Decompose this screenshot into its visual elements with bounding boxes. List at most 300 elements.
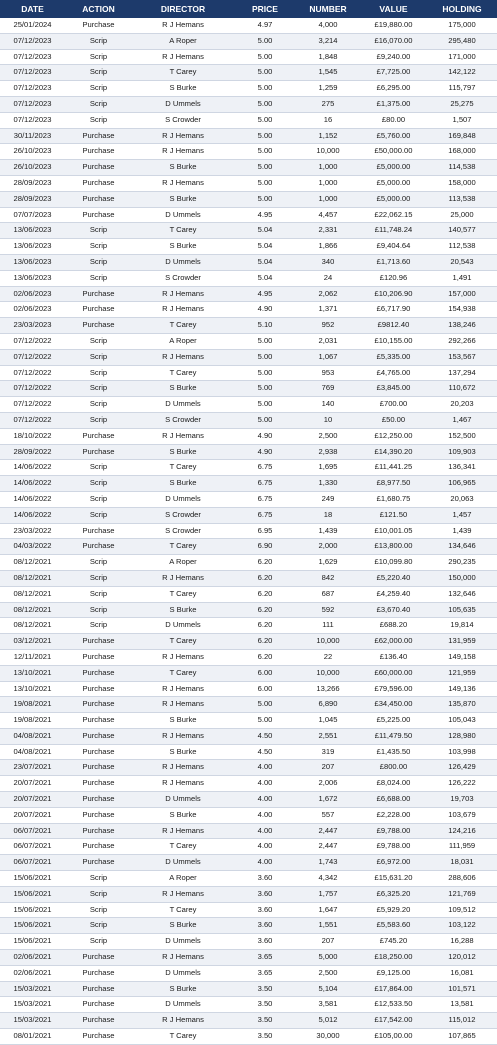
price-cell: 5.00 — [234, 381, 296, 397]
value-cell: £62,000.00 — [360, 634, 427, 650]
holding-cell: 290,235 — [427, 555, 497, 571]
holding-cell: 13,581 — [427, 997, 497, 1013]
director-cell: R J Hemans — [132, 49, 234, 65]
action-cell: Purchase — [65, 634, 132, 650]
value-cell: £5,335.00 — [360, 349, 427, 365]
action-cell: Scrip — [65, 586, 132, 602]
director-cell: R J Hemans — [132, 886, 234, 902]
director-cell: R J Hemans — [132, 649, 234, 665]
table-row — [0, 760, 497, 776]
price-cell: 4.00 — [234, 823, 296, 839]
director-cell: S Burke — [132, 239, 234, 255]
number-cell: 842 — [296, 570, 360, 586]
value-cell: £745.20 — [360, 934, 427, 950]
value-cell: £8,977.50 — [360, 476, 427, 492]
number-cell: 1,695 — [296, 460, 360, 476]
date-cell: 14/06/2022 — [0, 460, 65, 476]
number-cell: 2,551 — [296, 728, 360, 744]
holding-cell: 175,000 — [427, 18, 497, 33]
director-cell: R J Hemans — [132, 823, 234, 839]
value-cell: £120.96 — [360, 270, 427, 286]
price-cell: 4.90 — [234, 428, 296, 444]
date-cell: 28/09/2023 — [0, 176, 65, 192]
header-value[interactable]: VALUE — [360, 0, 427, 18]
table-row — [0, 570, 497, 586]
action-cell: Scrip — [65, 333, 132, 349]
action-cell: Purchase — [65, 176, 132, 192]
number-cell: 10 — [296, 412, 360, 428]
number-cell: 4,342 — [296, 871, 360, 887]
action-cell: Purchase — [65, 1029, 132, 1045]
action-cell: Purchase — [65, 160, 132, 176]
action-cell: Purchase — [65, 728, 132, 744]
action-cell: Scrip — [65, 476, 132, 492]
price-cell: 5.00 — [234, 191, 296, 207]
action-cell: Scrip — [65, 270, 132, 286]
director-cell: S Burke — [132, 476, 234, 492]
price-cell: 5.00 — [234, 144, 296, 160]
date-cell: 07/12/2023 — [0, 97, 65, 113]
holding-cell: 110,672 — [427, 381, 497, 397]
table-row — [0, 81, 497, 97]
number-cell: 340 — [296, 254, 360, 270]
date-cell: 08/12/2021 — [0, 586, 65, 602]
price-cell: 6.20 — [234, 602, 296, 618]
director-cell: D Ummels — [132, 855, 234, 871]
director-cell: R J Hemans — [132, 776, 234, 792]
action-cell: Purchase — [65, 776, 132, 792]
date-cell: 07/12/2022 — [0, 412, 65, 428]
date-cell: 04/08/2021 — [0, 728, 65, 744]
director-cell: A Roper — [132, 871, 234, 887]
holding-cell: 1,439 — [427, 523, 497, 539]
table-row — [0, 602, 497, 618]
date-cell: 07/12/2022 — [0, 365, 65, 381]
number-cell: 22 — [296, 649, 360, 665]
number-cell: 1,000 — [296, 160, 360, 176]
holding-cell: 131,959 — [427, 634, 497, 650]
table-row — [0, 65, 497, 81]
price-cell: 4.00 — [234, 760, 296, 776]
holding-cell: 153,567 — [427, 349, 497, 365]
number-cell: 2,006 — [296, 776, 360, 792]
value-cell: £17,864.00 — [360, 981, 427, 997]
holding-cell: 16,081 — [427, 965, 497, 981]
number-cell: 1,045 — [296, 713, 360, 729]
table-row — [0, 302, 497, 318]
price-cell: 4.90 — [234, 302, 296, 318]
director-cell: R J Hemans — [132, 302, 234, 318]
number-cell: 1,629 — [296, 555, 360, 571]
price-cell: 6.00 — [234, 681, 296, 697]
director-cell: S Burke — [132, 444, 234, 460]
date-cell: 08/12/2021 — [0, 555, 65, 571]
director-cell: S Crowder — [132, 507, 234, 523]
director-cell: S Burke — [132, 713, 234, 729]
number-cell: 1,848 — [296, 49, 360, 65]
number-cell: 1,866 — [296, 239, 360, 255]
price-cell: 4.90 — [234, 444, 296, 460]
price-cell: 5.04 — [234, 239, 296, 255]
action-cell: Scrip — [65, 460, 132, 476]
value-cell: £50.00 — [360, 412, 427, 428]
table-row — [0, 1013, 497, 1029]
action-cell: Purchase — [65, 539, 132, 555]
holding-cell: 157,000 — [427, 286, 497, 302]
action-cell: Purchase — [65, 855, 132, 871]
value-cell: £79,596.00 — [360, 681, 427, 697]
table-row — [0, 886, 497, 902]
number-cell: 1,647 — [296, 902, 360, 918]
header-row — [0, 0, 497, 18]
director-cell: S Burke — [132, 981, 234, 997]
value-cell: £11,441.25 — [360, 460, 427, 476]
director-cell: S Crowder — [132, 412, 234, 428]
header-director[interactable]: DIRECTOR — [132, 0, 234, 18]
date-cell: 20/07/2021 — [0, 776, 65, 792]
price-cell: 5.10 — [234, 318, 296, 334]
date-cell: 06/07/2021 — [0, 839, 65, 855]
number-cell: 1,545 — [296, 65, 360, 81]
number-cell: 249 — [296, 491, 360, 507]
date-cell: 20/07/2021 — [0, 807, 65, 823]
table-row — [0, 586, 497, 602]
holding-cell: 126,222 — [427, 776, 497, 792]
number-cell: 2,447 — [296, 839, 360, 855]
number-cell: 2,500 — [296, 965, 360, 981]
director-cell: T Carey — [132, 318, 234, 334]
table-row — [0, 839, 497, 855]
price-cell: 4.00 — [234, 839, 296, 855]
holding-cell: 103,679 — [427, 807, 497, 823]
holding-cell: 109,903 — [427, 444, 497, 460]
holding-cell: 114,538 — [427, 160, 497, 176]
price-cell: 5.00 — [234, 33, 296, 49]
table-row — [0, 223, 497, 239]
value-cell: £19,880.00 — [360, 18, 427, 33]
price-cell: 6.75 — [234, 460, 296, 476]
price-cell: 4.97 — [234, 18, 296, 33]
number-cell: 140 — [296, 397, 360, 413]
date-cell: 02/06/2023 — [0, 286, 65, 302]
price-cell: 3.60 — [234, 934, 296, 950]
director-cell: D Ummels — [132, 491, 234, 507]
value-cell: £121.50 — [360, 507, 427, 523]
holding-cell: 140,577 — [427, 223, 497, 239]
price-cell: 6.20 — [234, 634, 296, 650]
number-cell: 275 — [296, 97, 360, 113]
value-cell: £9,125.00 — [360, 965, 427, 981]
action-cell: Scrip — [65, 33, 132, 49]
table-row — [0, 823, 497, 839]
value-cell: £5,000.00 — [360, 160, 427, 176]
price-cell: 4.00 — [234, 792, 296, 808]
action-cell: Scrip — [65, 507, 132, 523]
table-row — [0, 981, 497, 997]
value-cell: £4,259.40 — [360, 586, 427, 602]
table-row — [0, 318, 497, 334]
value-cell: £6,717.90 — [360, 302, 427, 318]
table-row — [0, 254, 497, 270]
holding-cell: 16,288 — [427, 934, 497, 950]
number-cell: 111 — [296, 618, 360, 634]
number-cell: 10,000 — [296, 144, 360, 160]
number-cell: 592 — [296, 602, 360, 618]
table-row — [0, 507, 497, 523]
action-cell: Purchase — [65, 981, 132, 997]
action-cell: Scrip — [65, 97, 132, 113]
action-cell: Purchase — [65, 144, 132, 160]
price-cell: 4.95 — [234, 207, 296, 223]
table-row — [0, 112, 497, 128]
action-cell: Scrip — [65, 381, 132, 397]
price-cell: 5.00 — [234, 397, 296, 413]
price-cell: 6.90 — [234, 539, 296, 555]
number-cell: 2,031 — [296, 333, 360, 349]
holding-cell: 149,136 — [427, 681, 497, 697]
table-row — [0, 491, 497, 507]
value-cell: £6,688.00 — [360, 792, 427, 808]
table-row — [0, 997, 497, 1013]
number-cell: 2,447 — [296, 823, 360, 839]
price-cell: 5.00 — [234, 697, 296, 713]
price-cell: 5.00 — [234, 713, 296, 729]
value-cell: £688.20 — [360, 618, 427, 634]
price-cell: 5.00 — [234, 97, 296, 113]
price-cell: 3.65 — [234, 965, 296, 981]
table-row — [0, 744, 497, 760]
date-cell: 07/12/2023 — [0, 33, 65, 49]
table-row — [0, 902, 497, 918]
holding-cell: 1,507 — [427, 112, 497, 128]
value-cell: £4,765.00 — [360, 365, 427, 381]
action-cell: Scrip — [65, 81, 132, 97]
table-row — [0, 681, 497, 697]
director-cell: T Carey — [132, 539, 234, 555]
date-cell: 15/06/2021 — [0, 934, 65, 950]
number-cell: 10,000 — [296, 634, 360, 650]
holding-cell: 171,000 — [427, 49, 497, 65]
date-cell: 02/06/2021 — [0, 965, 65, 981]
holding-cell: 115,797 — [427, 81, 497, 97]
director-cell: R J Hemans — [132, 681, 234, 697]
action-cell: Purchase — [65, 286, 132, 302]
price-cell: 3.50 — [234, 997, 296, 1013]
value-cell: £50,000.00 — [360, 144, 427, 160]
date-cell: 13/06/2023 — [0, 239, 65, 255]
table-row — [0, 728, 497, 744]
header-holding[interactable]: HOLDING — [427, 0, 497, 18]
date-cell: 04/03/2022 — [0, 539, 65, 555]
holding-cell: 138,246 — [427, 318, 497, 334]
director-cell: T Carey — [132, 223, 234, 239]
date-cell: 03/12/2021 — [0, 634, 65, 650]
date-cell: 28/09/2023 — [0, 191, 65, 207]
action-cell: Purchase — [65, 318, 132, 334]
number-cell: 1,439 — [296, 523, 360, 539]
director-cell: R J Hemans — [132, 144, 234, 160]
director-cell: R J Hemans — [132, 128, 234, 144]
action-cell: Purchase — [65, 839, 132, 855]
table-row — [0, 176, 497, 192]
price-cell: 5.00 — [234, 65, 296, 81]
table-row — [0, 49, 497, 65]
table-header — [0, 0, 497, 18]
date-cell: 13/06/2023 — [0, 223, 65, 239]
table-row — [0, 807, 497, 823]
number-cell: 769 — [296, 381, 360, 397]
price-cell: 5.00 — [234, 112, 296, 128]
date-cell: 08/12/2021 — [0, 618, 65, 634]
director-cell: T Carey — [132, 634, 234, 650]
holding-cell: 20,063 — [427, 491, 497, 507]
value-cell: £136.40 — [360, 649, 427, 665]
holding-cell: 113,538 — [427, 191, 497, 207]
holding-cell: 103,998 — [427, 744, 497, 760]
action-cell: Purchase — [65, 428, 132, 444]
director-cell: T Carey — [132, 902, 234, 918]
table-row — [0, 918, 497, 934]
holding-cell: 150,000 — [427, 570, 497, 586]
table-row — [0, 144, 497, 160]
holding-cell: 154,938 — [427, 302, 497, 318]
action-cell: Purchase — [65, 665, 132, 681]
number-cell: 2,062 — [296, 286, 360, 302]
value-cell: £9,240.00 — [360, 49, 427, 65]
table-row — [0, 428, 497, 444]
holding-cell: 152,500 — [427, 428, 497, 444]
value-cell: £8,024.00 — [360, 776, 427, 792]
holding-cell: 121,769 — [427, 886, 497, 902]
number-cell: 2,331 — [296, 223, 360, 239]
table-row — [0, 539, 497, 555]
holding-cell: 142,122 — [427, 65, 497, 81]
number-cell: 30,000 — [296, 1029, 360, 1045]
date-cell: 18/10/2022 — [0, 428, 65, 444]
number-cell: 2,938 — [296, 444, 360, 460]
price-cell: 3.60 — [234, 902, 296, 918]
price-cell: 6.20 — [234, 586, 296, 602]
value-cell: £10,001.05 — [360, 523, 427, 539]
director-cell: S Burke — [132, 160, 234, 176]
director-cell: D Ummels — [132, 618, 234, 634]
table-row — [0, 1029, 497, 1045]
director-cell: D Ummels — [132, 997, 234, 1013]
number-cell: 1,000 — [296, 191, 360, 207]
table-row — [0, 365, 497, 381]
value-cell: £12,533.50 — [360, 997, 427, 1013]
holding-cell: 109,512 — [427, 902, 497, 918]
price-cell: 3.50 — [234, 981, 296, 997]
action-cell: Scrip — [65, 570, 132, 586]
action-cell: Scrip — [65, 365, 132, 381]
action-cell: Purchase — [65, 191, 132, 207]
holding-cell: 136,341 — [427, 460, 497, 476]
number-cell: 3,214 — [296, 33, 360, 49]
value-cell: £3,670.40 — [360, 602, 427, 618]
holding-cell: 1,457 — [427, 507, 497, 523]
table-body — [0, 18, 497, 1044]
date-cell: 26/10/2023 — [0, 160, 65, 176]
holding-cell: 149,158 — [427, 649, 497, 665]
date-cell: 15/03/2021 — [0, 997, 65, 1013]
director-cell: S Crowder — [132, 112, 234, 128]
value-cell: £22,062.15 — [360, 207, 427, 223]
value-cell: £1,713.60 — [360, 254, 427, 270]
director-cell: S Burke — [132, 191, 234, 207]
holding-cell: 19,703 — [427, 792, 497, 808]
price-cell: 6.20 — [234, 570, 296, 586]
action-cell: Purchase — [65, 302, 132, 318]
director-cell: S Burke — [132, 744, 234, 760]
director-cell: T Carey — [132, 586, 234, 602]
price-cell: 4.00 — [234, 776, 296, 792]
price-cell: 6.20 — [234, 618, 296, 634]
table-row — [0, 207, 497, 223]
director-cell: S Burke — [132, 602, 234, 618]
value-cell: £5,760.00 — [360, 128, 427, 144]
action-cell: Purchase — [65, 207, 132, 223]
action-cell: Purchase — [65, 997, 132, 1013]
director-cell: A Roper — [132, 33, 234, 49]
table-row — [0, 286, 497, 302]
director-cell: D Ummels — [132, 207, 234, 223]
table-row — [0, 950, 497, 966]
value-cell: £9,404.64 — [360, 239, 427, 255]
price-cell: 3.50 — [234, 1029, 296, 1045]
price-cell: 4.00 — [234, 807, 296, 823]
price-cell: 6.75 — [234, 491, 296, 507]
price-cell: 6.20 — [234, 555, 296, 571]
holding-cell: 126,429 — [427, 760, 497, 776]
action-cell: Scrip — [65, 871, 132, 887]
table-row — [0, 713, 497, 729]
action-cell: Purchase — [65, 128, 132, 144]
price-cell: 4.95 — [234, 286, 296, 302]
table-row — [0, 965, 497, 981]
action-cell: Purchase — [65, 681, 132, 697]
header-number[interactable]: NUMBER — [296, 0, 360, 18]
director-cell: T Carey — [132, 665, 234, 681]
value-cell: £80.00 — [360, 112, 427, 128]
date-cell: 06/07/2021 — [0, 855, 65, 871]
value-cell: £5,583.60 — [360, 918, 427, 934]
table-row — [0, 934, 497, 950]
action-cell: Scrip — [65, 412, 132, 428]
header-action[interactable]: ACTION — [65, 0, 132, 18]
action-cell: Purchase — [65, 697, 132, 713]
date-cell: 23/07/2021 — [0, 760, 65, 776]
number-cell: 2,000 — [296, 539, 360, 555]
value-cell: £12,250.00 — [360, 428, 427, 444]
action-cell: Scrip — [65, 223, 132, 239]
header-price[interactable]: PRICE — [234, 0, 296, 18]
date-cell: 19/08/2021 — [0, 713, 65, 729]
value-cell: £105,00.00 — [360, 1029, 427, 1045]
value-cell: £10,155.00 — [360, 333, 427, 349]
value-cell: £5,929.20 — [360, 902, 427, 918]
table-row — [0, 697, 497, 713]
action-cell: Scrip — [65, 491, 132, 507]
number-cell: 4,000 — [296, 18, 360, 33]
director-cell: T Carey — [132, 460, 234, 476]
number-cell: 319 — [296, 744, 360, 760]
price-cell: 5.00 — [234, 49, 296, 65]
price-cell: 3.60 — [234, 871, 296, 887]
table-row — [0, 239, 497, 255]
header-date[interactable]: DATE — [0, 0, 65, 18]
price-cell: 3.65 — [234, 950, 296, 966]
